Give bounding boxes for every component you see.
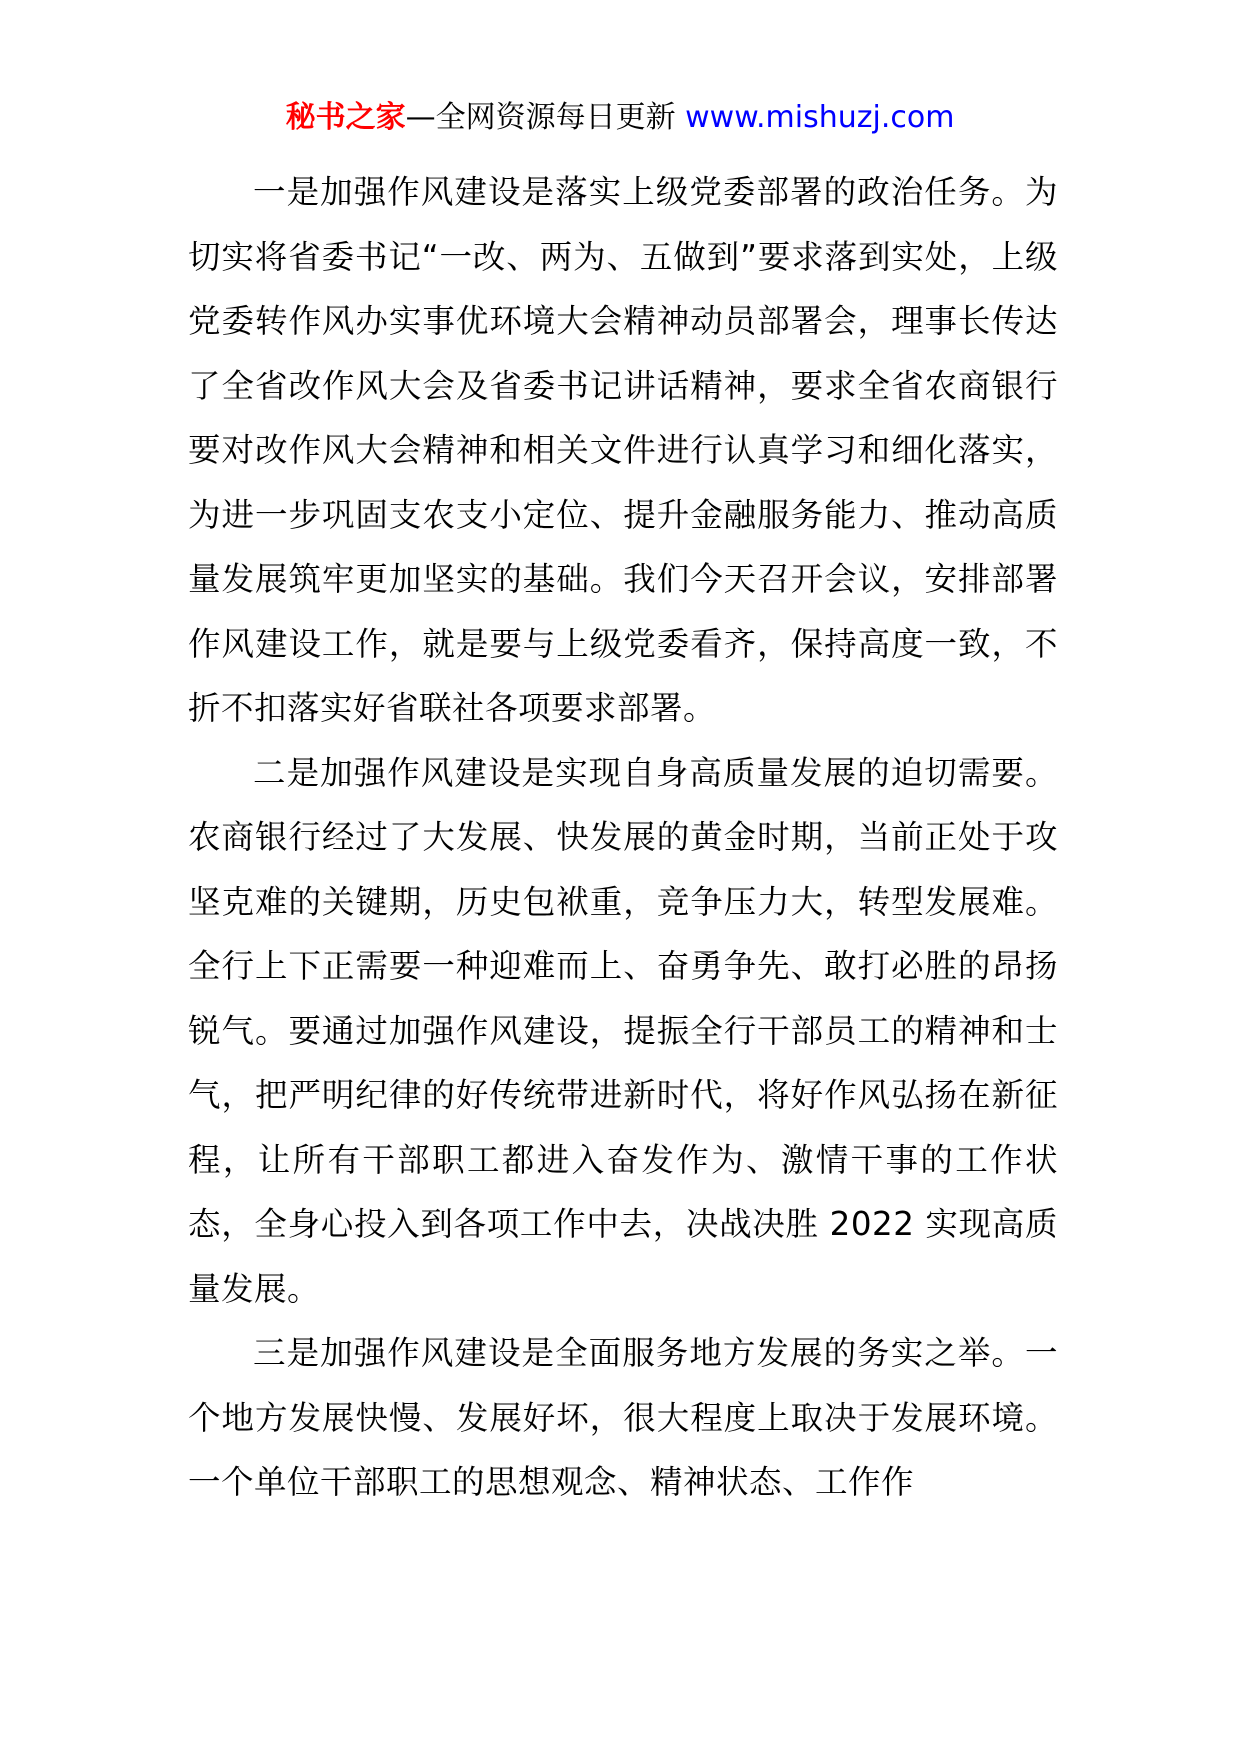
site-header	[0, 98, 1240, 138]
paragraph-2: 二是加强作风建设是实现自身高质量发展的迫切需要。农商银行经过了大发展、快发展的黄金时期，当前正处于攻坚克难的关键期，历史包袱重，竞争压力大，转型发展难。全行上下正需要一种迎难而上、奋勇争先、敢打必胜的昂扬锐气。要通过加强作风建设，提振全行干部员工的精神和士气，把严明纪律的好传统带进新时代，将好作风弘扬在新征程，让所有干部职工都进入奋发作为、激情干事的工作状态，全身心投入到各项工作中去，决战决胜 2022 实现高质量发展。	[188, 753, 1058, 1308]
site-url-link[interactable]: www.mishuzj.com	[685, 100, 955, 135]
header-tagline: —全网资源每日更新	[405, 100, 686, 135]
brand-name: 秘书之家	[285, 100, 406, 135]
document-body	[188, 160, 1058, 1515]
paragraph-1: 一是加强作风建设是落实上级党委部署的政治任务。为切实将省委书记“一改、两为、五做到”要求落到实处，上级党委转作风办实事优环境大会精神动员部署会，理事长传达了全省改作风大会及省委书记讲话精神，要求全省农商银行要对改作风大会精神和相关文件进行认真学习和细化落实，为进一步巩固支农支小定位、提升金融服务能力、推动高质量发展筑牢更加坚实的基础。我们今天召开会议，安排部署作风建设工作，就是要与上级党委看齐，保持高度一致，不折不扣落实好省联社各项要求部署。	[188, 173, 1058, 727]
paragraph-3: 三是加强作风建设是全面服务地方发展的务实之举。一个地方发展快慢、发展好坏，很大程度上取决于发展环境。一个单位干部职工的思想观念、精神状态、工作作	[188, 1334, 1058, 1501]
